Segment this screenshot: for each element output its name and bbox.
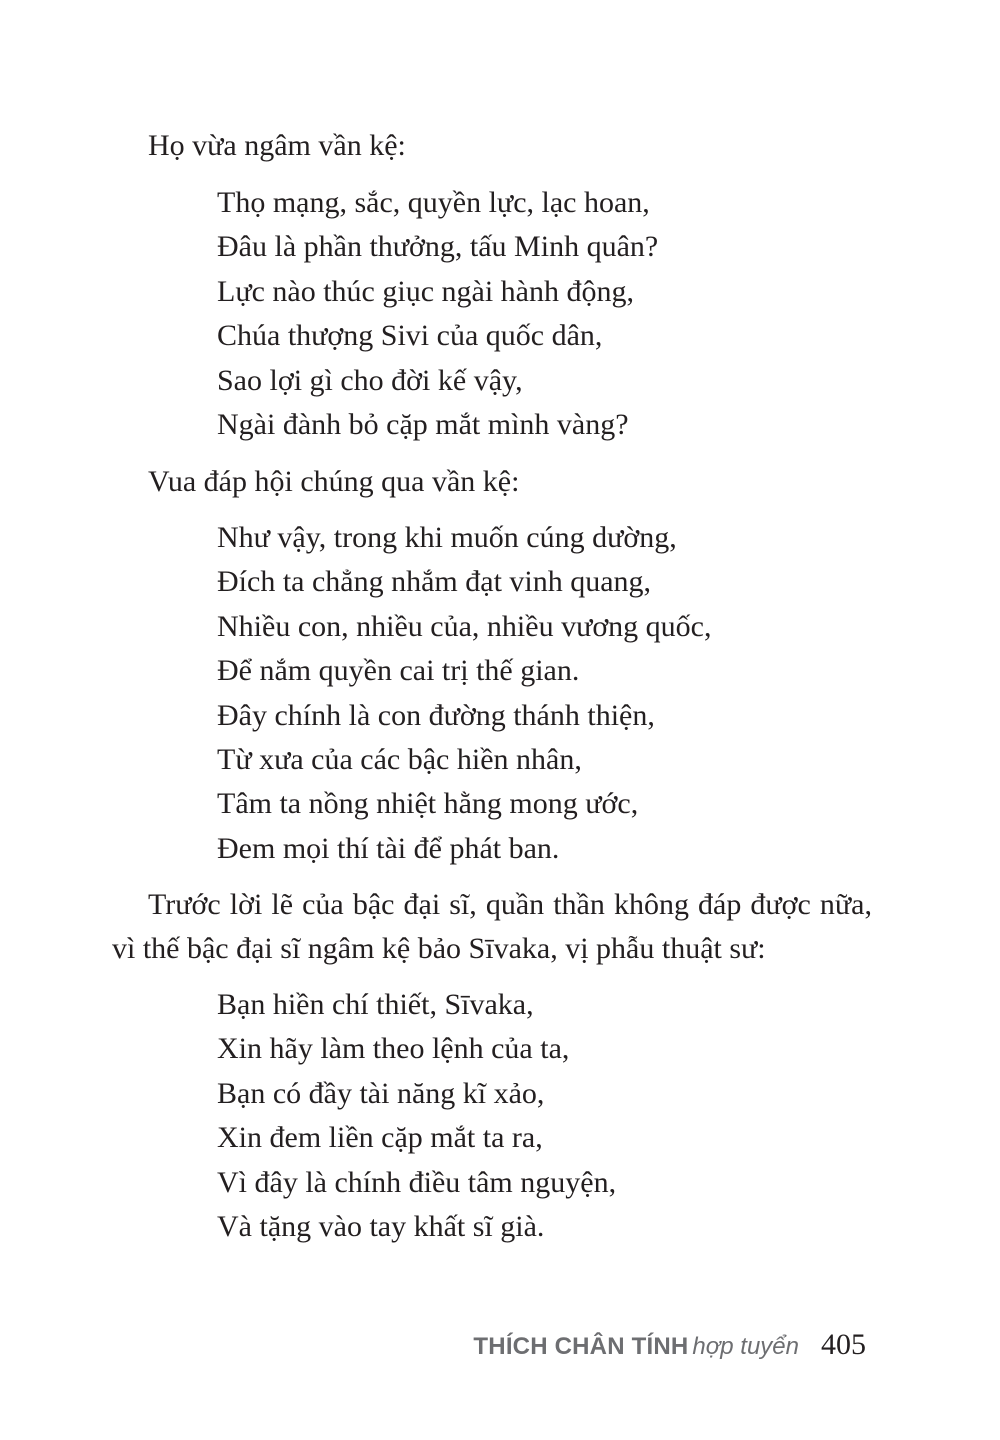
verse-line: Đích ta chẳng nhắm đạt vinh quang,	[217, 565, 652, 599]
verse-line: Từ xưa của các bậc hiền nhân,	[217, 743, 582, 777]
verse-block-1	[217, 181, 877, 447]
page-footer	[400, 1328, 866, 1368]
verse-line: Đem mọi thí tài để phát ban.	[217, 831, 560, 865]
verse-block-2	[217, 516, 877, 871]
verse-line: Chúa thượng Sivi của quốc dân,	[217, 319, 603, 353]
verse-line: Nhiều con, nhiều của, nhiều vương quốc,	[217, 609, 712, 643]
verse-line: Đâu là phần thưởng, tấu Minh quân?	[217, 230, 659, 264]
footer-author: THÍCH CHÂN TÍNH	[473, 1333, 689, 1360]
verse-line: Đây chính là con đường thánh thiện,	[217, 698, 655, 732]
page-number: 405	[821, 1328, 866, 1361]
verse-line: Sao lợi gì cho đời kế vậy,	[217, 363, 523, 397]
verse-line: Như vậy, trong khi muốn cúng dường,	[217, 521, 677, 554]
verse-line: Xin hãy làm theo lệnh của ta,	[217, 1032, 570, 1066]
verse-line: Bạn có đầy tài năng kĩ xảo,	[217, 1076, 545, 1110]
verse-line: Lực nào thúc giục ngài hành động,	[217, 274, 634, 308]
verse-line: Xin đem liền cặp mắt ta ra,	[217, 1121, 543, 1155]
footer-subtitle: hợp tuyển	[692, 1333, 799, 1360]
verse-block-3	[217, 983, 877, 1249]
verse-line: Và tặng vào tay khất sĩ già.	[217, 1210, 545, 1244]
intro-paragraph: Họ vừa ngâm vần kệ:	[148, 129, 406, 162]
verse-line: Thọ mạng, sắc, quyền lực, lạc hoan,	[217, 186, 650, 219]
verse-line: Vì đây là chính điều tâm nguyện,	[217, 1165, 617, 1199]
reply-paragraph: Vua đáp hội chúng qua vần kệ:	[148, 465, 520, 498]
verse-line: Để nắm quyền cai trị thế gian.	[217, 654, 580, 688]
verse-line: Ngài đành bỏ cặp mắt mình vàng?	[217, 408, 629, 442]
narrative-paragraph: Trước lời lẽ của bậc đại sĩ, quần thần không đáp được nữa, vì thế bậc đại sĩ ngâm kệ bảo Sīvaka, vị phẫu thuật sư:	[112, 888, 872, 965]
verse-line: Bạn hiền chí thiết, Sīvaka,	[217, 988, 534, 1021]
verse-line: Tâm ta nồng nhiệt hằng mong ước,	[217, 787, 639, 821]
